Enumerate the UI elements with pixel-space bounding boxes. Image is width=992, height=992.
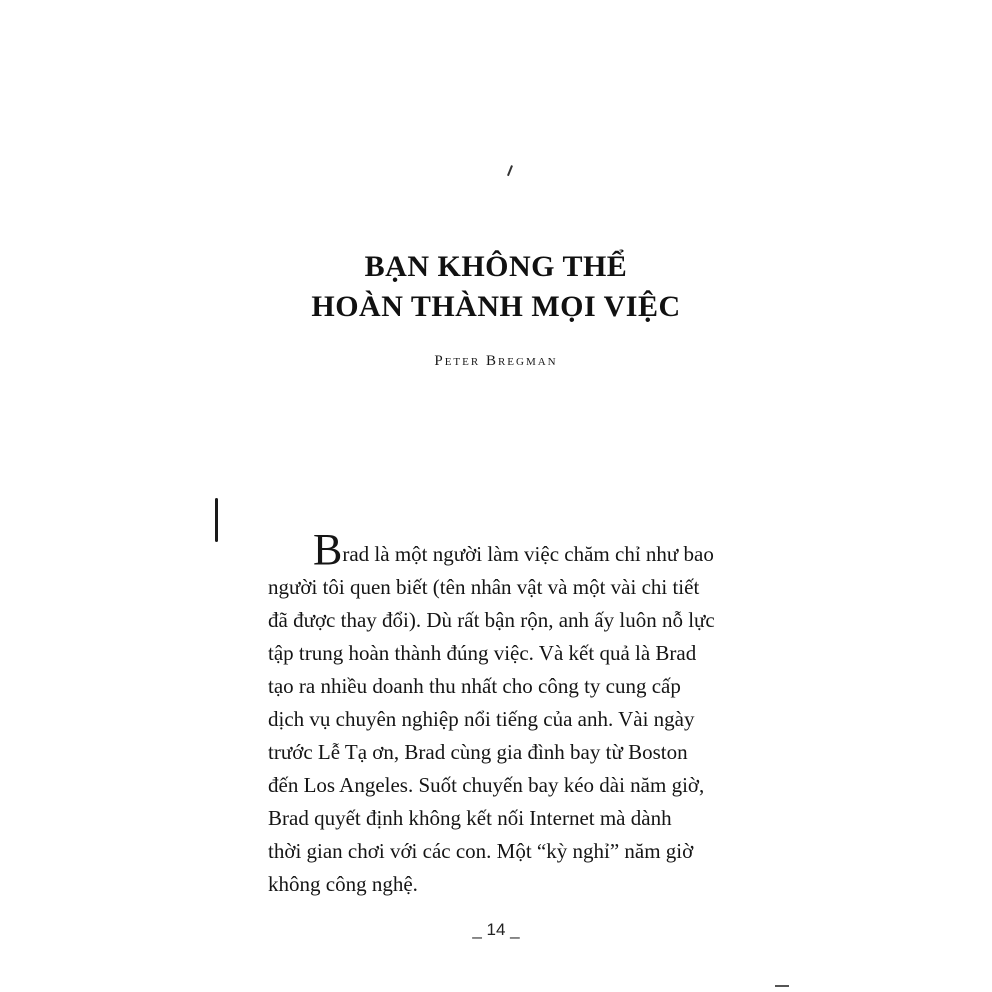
body-line-1-text: rad là một người làm việc chăm chỉ như bao (342, 542, 714, 566)
body-line-7: trước Lễ Tạ ơn, Brad cùng gia đình bay từ Boston (268, 740, 688, 764)
body-text (268, 525, 738, 901)
chapter-title-line-2: HOÀN THÀNH MỌI VIỆC (311, 290, 681, 323)
body-line-10: thời gian chơi với các con. Một “kỳ nghỉ” năm giờ (268, 839, 694, 863)
ink-mark-bottom (775, 985, 789, 987)
body-line-1 (268, 525, 738, 574)
body-line-8: đến Los Angeles. Suốt chuyến bay kéo dài năm giờ, (268, 773, 705, 797)
chapter-author: Peter Bregman (434, 353, 558, 369)
body-line-5: tạo ra nhiều doanh thu nhất cho công ty cung cấp (268, 674, 681, 698)
body-line-3: đã được thay đổi). Dù rất bận rộn, anh ấy luôn nỗ lực (268, 608, 715, 632)
body-line-2: người tôi quen biết (tên nhân vật và một vài chi tiết (268, 575, 700, 599)
binding-shadow-mark (215, 498, 218, 542)
chapter-title-line-1: BẠN KHÔNG THỂ (364, 250, 628, 283)
ink-mark (507, 165, 513, 176)
drop-cap: B (313, 525, 343, 574)
body-line-11: không công nghệ. (268, 872, 418, 896)
body-line-4: tập trung hoàn thành đúng việc. Và kết quả là Brad (268, 641, 697, 665)
body-line-9: Brad quyết định không kết nối Internet mà dành (268, 806, 672, 830)
page-number: _ 14 _ (472, 920, 520, 939)
body-line-6: dịch vụ chuyên nghiệp nổi tiếng của anh. Vài ngày (268, 707, 695, 731)
